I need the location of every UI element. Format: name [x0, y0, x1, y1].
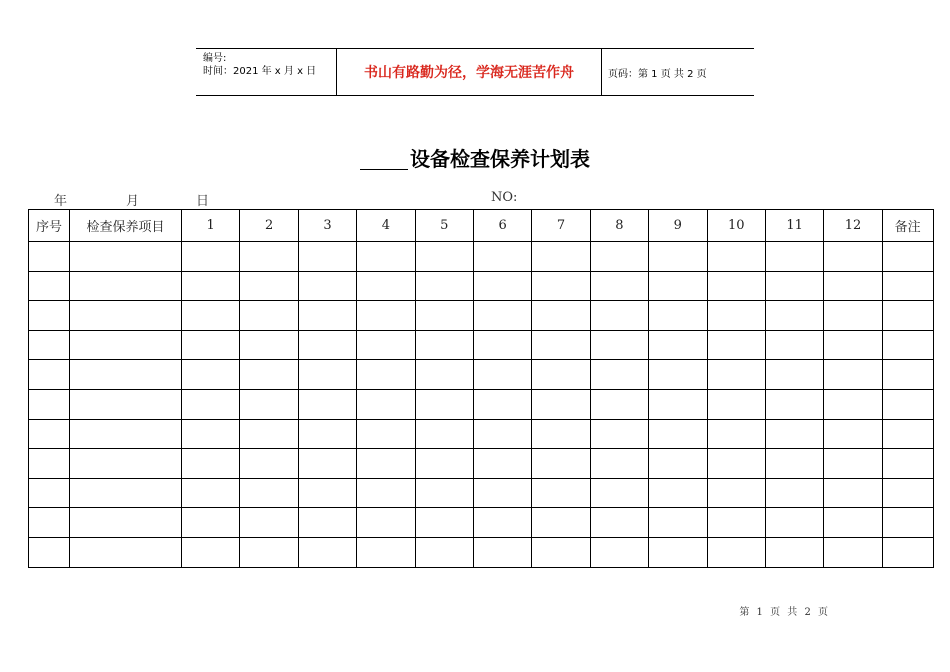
table-cell[interactable]: [707, 242, 765, 272]
table-cell[interactable]: [182, 478, 240, 508]
table-cell[interactable]: [824, 419, 882, 449]
table-cell[interactable]: [298, 360, 356, 390]
table-row: [29, 330, 934, 360]
table-cell[interactable]: [649, 242, 707, 272]
table-cell[interactable]: [473, 389, 531, 419]
header-motto: 书山有路勤为径，学海无涯苦作舟: [337, 49, 602, 95]
date-year: 年: [54, 194, 68, 209]
table-cell[interactable]: [298, 537, 356, 567]
table-cell[interactable]: [70, 271, 182, 301]
table-cell[interactable]: [298, 271, 356, 301]
table-cell[interactable]: [649, 330, 707, 360]
table-cell[interactable]: [765, 449, 823, 479]
table-cell[interactable]: [240, 478, 298, 508]
table-cell[interactable]: [649, 508, 707, 538]
table-cell[interactable]: [240, 242, 298, 272]
table-cell[interactable]: [357, 478, 415, 508]
table-cell[interactable]: [532, 330, 590, 360]
title-text: 设备检查保养计划表: [410, 147, 590, 171]
table-cell[interactable]: [70, 242, 182, 272]
table-cell[interactable]: [357, 419, 415, 449]
table-cell[interactable]: [70, 449, 182, 479]
table-cell[interactable]: [298, 389, 356, 419]
table-cell[interactable]: [29, 419, 70, 449]
table-cell[interactable]: [298, 242, 356, 272]
table-cell[interactable]: [707, 419, 765, 449]
table-row: [29, 419, 934, 449]
table-cell[interactable]: [473, 478, 531, 508]
table-cell[interactable]: [707, 330, 765, 360]
table-cell[interactable]: [357, 271, 415, 301]
table-cell[interactable]: [882, 271, 933, 301]
table-cell[interactable]: [590, 242, 648, 272]
table-row: [29, 449, 934, 479]
table-cell[interactable]: [649, 389, 707, 419]
table-cell[interactable]: [707, 449, 765, 479]
table-row: [29, 478, 934, 508]
table-cell[interactable]: [765, 478, 823, 508]
number-field: NO:: [491, 190, 518, 205]
table-cell[interactable]: [357, 242, 415, 272]
table-cell[interactable]: [240, 330, 298, 360]
table-cell[interactable]: [765, 537, 823, 567]
table-cell[interactable]: [473, 330, 531, 360]
table-row: [29, 389, 934, 419]
table-cell[interactable]: [649, 449, 707, 479]
column-header: 1: [182, 210, 240, 242]
table-cell[interactable]: [182, 449, 240, 479]
table-cell[interactable]: [415, 537, 473, 567]
table-cell[interactable]: [765, 271, 823, 301]
table-cell[interactable]: [70, 360, 182, 390]
table-cell[interactable]: [29, 330, 70, 360]
table-cell[interactable]: [415, 508, 473, 538]
table-cell[interactable]: [590, 330, 648, 360]
table-cell[interactable]: [240, 508, 298, 538]
table-row: [29, 271, 934, 301]
table-cell[interactable]: [590, 301, 648, 331]
table-cell[interactable]: [532, 478, 590, 508]
table-cell[interactable]: [649, 271, 707, 301]
table-cell[interactable]: [29, 478, 70, 508]
table-cell[interactable]: [298, 330, 356, 360]
table-cell[interactable]: [765, 419, 823, 449]
table-cell[interactable]: [473, 301, 531, 331]
page-footer: 第 1 页 共 2 页: [739, 607, 830, 618]
table-cell[interactable]: [182, 242, 240, 272]
table-cell[interactable]: [882, 389, 933, 419]
maintenance-plan-table: [28, 209, 934, 568]
table-cell[interactable]: [532, 271, 590, 301]
table-cell[interactable]: [70, 301, 182, 331]
table-row: [29, 301, 934, 331]
table-cell[interactable]: [473, 360, 531, 390]
table-cell[interactable]: [182, 419, 240, 449]
number-label: 编号:: [203, 53, 227, 64]
header-page-label: 页码：第 1 页 共 2 页: [608, 68, 707, 80]
table-cell[interactable]: [707, 301, 765, 331]
table-cell[interactable]: [649, 478, 707, 508]
table-cell[interactable]: [298, 419, 356, 449]
table-cell[interactable]: [182, 271, 240, 301]
table-cell[interactable]: [707, 360, 765, 390]
table-cell[interactable]: [415, 419, 473, 449]
table-cell[interactable]: [882, 301, 933, 331]
table-cell[interactable]: [765, 242, 823, 272]
table-cell[interactable]: [29, 389, 70, 419]
table-cell[interactable]: [590, 508, 648, 538]
table-cell[interactable]: [182, 330, 240, 360]
table-cell[interactable]: [70, 419, 182, 449]
column-header: 备注: [882, 210, 933, 242]
column-header: 5: [415, 210, 473, 242]
table-cell[interactable]: [473, 449, 531, 479]
table-cell[interactable]: [415, 330, 473, 360]
table-cell[interactable]: [707, 478, 765, 508]
column-header: 10: [707, 210, 765, 242]
table-cell[interactable]: [882, 449, 933, 479]
page-header: [196, 48, 754, 96]
table-cell[interactable]: [824, 537, 882, 567]
table-cell[interactable]: [182, 389, 240, 419]
table-cell[interactable]: [415, 449, 473, 479]
table-cell[interactable]: [357, 449, 415, 479]
table-cell[interactable]: [415, 242, 473, 272]
table-cell[interactable]: [182, 508, 240, 538]
table-cell[interactable]: [532, 242, 590, 272]
table-cell[interactable]: [824, 360, 882, 390]
table-cell[interactable]: [649, 419, 707, 449]
table-cell[interactable]: [70, 478, 182, 508]
table-cell[interactable]: [590, 271, 648, 301]
table-cell[interactable]: [707, 389, 765, 419]
table-cell[interactable]: [824, 508, 882, 538]
table-cell[interactable]: [824, 478, 882, 508]
table-cell[interactable]: [240, 389, 298, 419]
column-header: 7: [532, 210, 590, 242]
header-meta: [196, 49, 337, 95]
table-cell[interactable]: [240, 360, 298, 390]
table-cell[interactable]: [590, 389, 648, 419]
table-cell[interactable]: [182, 301, 240, 331]
table-cell[interactable]: [882, 508, 933, 538]
table-cell[interactable]: [298, 508, 356, 538]
table-cell[interactable]: [824, 389, 882, 419]
table-cell[interactable]: [765, 389, 823, 419]
table-row: [29, 360, 934, 390]
table-cell[interactable]: [824, 271, 882, 301]
table-cell[interactable]: [532, 389, 590, 419]
table-cell[interactable]: [824, 301, 882, 331]
table-cell[interactable]: [532, 301, 590, 331]
table-cell[interactable]: [415, 271, 473, 301]
table-row: [29, 242, 934, 272]
date-day: 日: [196, 194, 210, 209]
table-cell[interactable]: [182, 360, 240, 390]
table-cell[interactable]: [473, 242, 531, 272]
table-cell[interactable]: [473, 271, 531, 301]
table-cell[interactable]: [590, 478, 648, 508]
table-cell[interactable]: [240, 419, 298, 449]
column-header: 8: [590, 210, 648, 242]
table-row: [29, 537, 934, 567]
table-cell[interactable]: [473, 419, 531, 449]
table-cell[interactable]: [824, 449, 882, 479]
column-header: 2: [240, 210, 298, 242]
table-cell[interactable]: [765, 508, 823, 538]
table-cell[interactable]: [415, 478, 473, 508]
table-cell[interactable]: [707, 508, 765, 538]
table-cell[interactable]: [882, 360, 933, 390]
column-header: 序号: [29, 210, 70, 242]
table-cell[interactable]: [29, 242, 70, 272]
table-cell[interactable]: [357, 508, 415, 538]
table-cell[interactable]: [649, 537, 707, 567]
table-cell[interactable]: [590, 360, 648, 390]
table-cell[interactable]: [765, 330, 823, 360]
table-cell[interactable]: [415, 301, 473, 331]
column-header: 检查保养项目: [70, 210, 182, 242]
table-cell[interactable]: [882, 537, 933, 567]
table-cell[interactable]: [590, 419, 648, 449]
column-header: 9: [649, 210, 707, 242]
title-blank-line: [360, 149, 408, 170]
table-cell[interactable]: [29, 508, 70, 538]
table-cell[interactable]: [765, 301, 823, 331]
table-cell[interactable]: [590, 537, 648, 567]
table-cell[interactable]: [298, 478, 356, 508]
table-cell[interactable]: [357, 389, 415, 419]
column-header: 3: [298, 210, 356, 242]
column-header: 6: [473, 210, 531, 242]
table-cell[interactable]: [70, 508, 182, 538]
table-cell[interactable]: [415, 389, 473, 419]
column-header: 11: [765, 210, 823, 242]
table-cell[interactable]: [532, 449, 590, 479]
table-cell[interactable]: [473, 537, 531, 567]
table-cell[interactable]: [240, 301, 298, 331]
table-cell[interactable]: [29, 360, 70, 390]
table-cell[interactable]: [649, 301, 707, 331]
table-cell[interactable]: [765, 360, 823, 390]
table-cell[interactable]: [240, 449, 298, 479]
table-cell[interactable]: [357, 330, 415, 360]
table-cell[interactable]: [357, 301, 415, 331]
table-cell[interactable]: [70, 537, 182, 567]
table-cell[interactable]: [532, 419, 590, 449]
time-label: 时间：2021 年 x 月 x 日: [203, 66, 317, 77]
table-body: [29, 242, 934, 568]
table-cell[interactable]: [29, 271, 70, 301]
table-cell[interactable]: [882, 419, 933, 449]
table-cell[interactable]: [29, 537, 70, 567]
table-cell[interactable]: [532, 508, 590, 538]
table-cell[interactable]: [649, 360, 707, 390]
table-cell[interactable]: [473, 508, 531, 538]
column-header: 12: [824, 210, 882, 242]
table-row: [29, 508, 934, 538]
table-cell[interactable]: [532, 537, 590, 567]
date-month: 月: [126, 194, 140, 209]
table-cell[interactable]: [824, 242, 882, 272]
table-cell[interactable]: [707, 537, 765, 567]
table-cell[interactable]: [240, 537, 298, 567]
table-cell[interactable]: [532, 360, 590, 390]
column-header: 4: [357, 210, 415, 242]
table-cell[interactable]: [882, 242, 933, 272]
table-cell[interactable]: [882, 478, 933, 508]
table-cell[interactable]: [590, 449, 648, 479]
table-cell[interactable]: [29, 301, 70, 331]
table-cell[interactable]: [298, 449, 356, 479]
table-cell[interactable]: [707, 271, 765, 301]
table-cell[interactable]: [182, 537, 240, 567]
table-cell[interactable]: [882, 330, 933, 360]
table-cell[interactable]: [29, 449, 70, 479]
table-header-row: [29, 210, 934, 242]
table-cell[interactable]: [824, 330, 882, 360]
table-cell[interactable]: [70, 330, 182, 360]
table-cell[interactable]: [240, 271, 298, 301]
document-title: [0, 143, 950, 172]
table-cell[interactable]: [415, 360, 473, 390]
table-cell[interactable]: [357, 360, 415, 390]
table-cell[interactable]: [357, 537, 415, 567]
table-cell[interactable]: [70, 389, 182, 419]
table-cell[interactable]: [298, 301, 356, 331]
